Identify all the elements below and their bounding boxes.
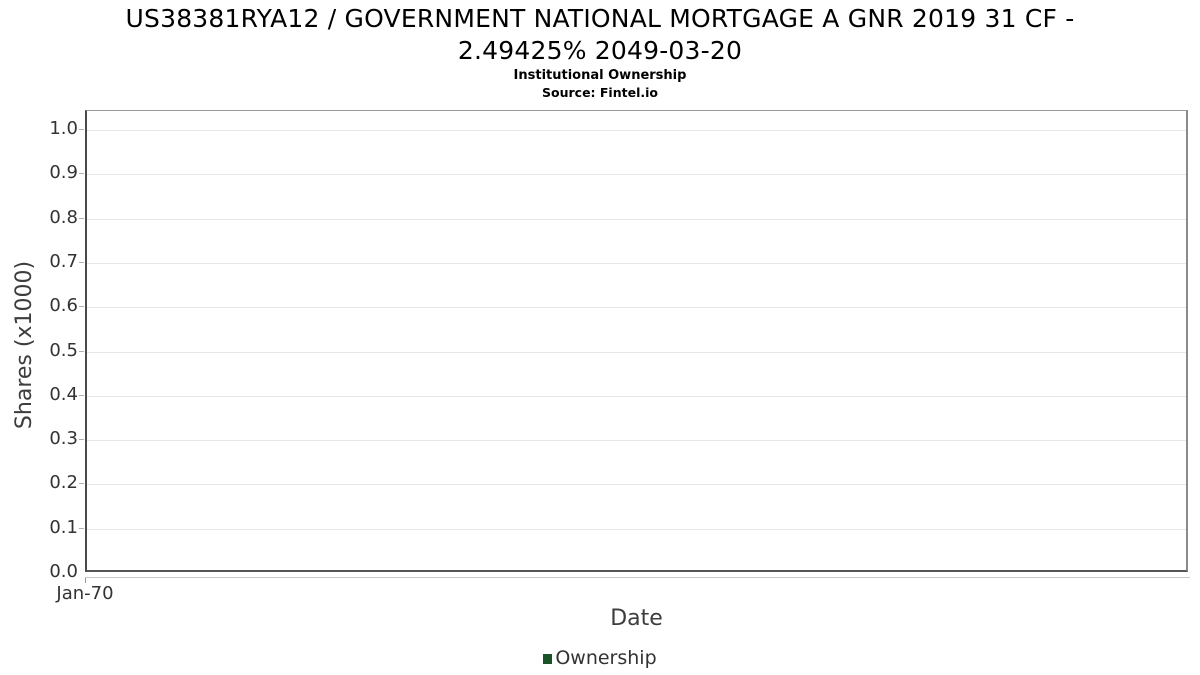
legend-ownership-label: Ownership (555, 647, 657, 669)
y-tick-label: 1.0 (49, 118, 78, 139)
y-tick-mark (79, 262, 84, 263)
y-tick-label: 0.1 (49, 517, 78, 538)
x-axis-line (85, 577, 1190, 578)
gridline (87, 219, 1186, 220)
gridline (87, 307, 1186, 308)
y-tick-label: 0.4 (49, 384, 78, 405)
y-tick-mark (79, 483, 84, 484)
gridline (87, 263, 1186, 264)
gridline (87, 484, 1186, 485)
gridline (87, 352, 1186, 353)
chart-title-line2: 2.49425% 2049-03-20 (457, 36, 743, 65)
y-tick-label: 0.9 (49, 162, 78, 183)
x-axis-title: Date (610, 606, 663, 631)
y-tick-label: 0.5 (49, 340, 78, 361)
plot-area (85, 110, 1188, 572)
chart-title-line1: US38381RYA12 / GOVERNMENT NATIONAL MORTGAGE A GNR 2019 31 CF - (125, 4, 1075, 33)
chart-source: Source: Fintel.io (542, 85, 658, 100)
y-tick-label: 0.7 (49, 251, 78, 272)
y-tick-mark (79, 351, 84, 352)
y-axis-title: Shares (x1000) (12, 260, 37, 430)
y-tick-label: 0.8 (49, 207, 78, 228)
y-tick-mark (79, 129, 84, 130)
chart-title (0, 3, 1200, 67)
y-tick-mark (79, 528, 84, 529)
y-tick-label: 0.6 (49, 295, 78, 316)
y-tick-mark (79, 306, 84, 307)
gridline (87, 174, 1186, 175)
legend (0, 646, 1200, 670)
gridline (87, 130, 1186, 131)
y-tick-label: 0.3 (49, 428, 78, 449)
y-tick-mark (79, 439, 84, 440)
x-axis-tick-label: Jan-70 (56, 583, 114, 604)
y-tick-label: 0.2 (49, 472, 78, 493)
gridline (87, 529, 1186, 530)
gridline (87, 440, 1186, 441)
y-tick-label: 0.0 (49, 561, 78, 582)
chart-subtitle: Institutional Ownership (513, 68, 687, 83)
legend-ownership-marker-icon (543, 654, 552, 664)
y-tick-mark (79, 173, 84, 174)
gridline (87, 396, 1186, 397)
y-tick-mark (79, 395, 84, 396)
y-tick-mark (79, 218, 84, 219)
